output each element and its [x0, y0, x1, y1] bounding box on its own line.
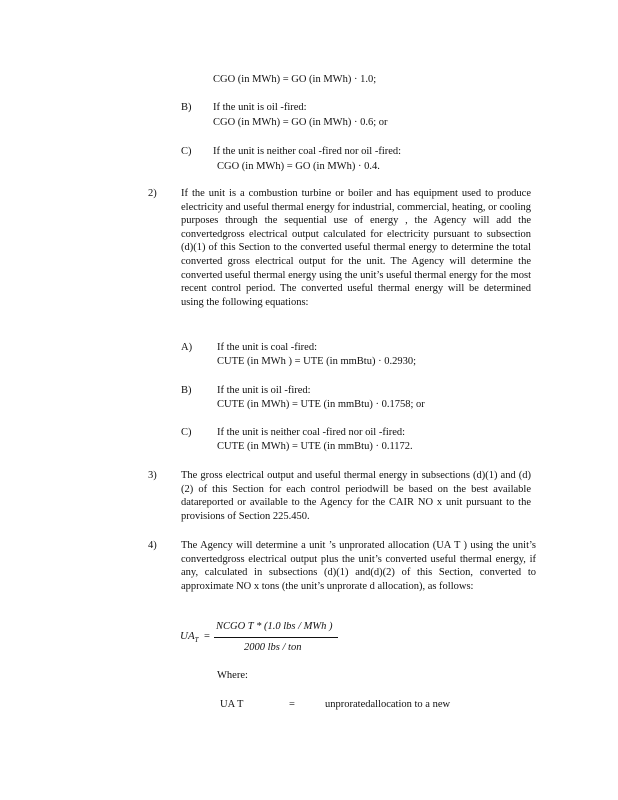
- where-definition: unproratedallocation to a new: [325, 699, 451, 710]
- s1-b-text: If the unit is oil -fired:: [213, 102, 307, 113]
- s2-b-equation: CUTE (in MWh) = UTE (in mmBtu) · 0.1758; or: [217, 399, 425, 410]
- s2-number: 2): [148, 188, 157, 199]
- where-term: UA T: [220, 699, 244, 710]
- formula-denominator: 2000 lbs / ton: [244, 642, 302, 653]
- s2-a-equation: CUTE (in MWh ) = UTE (in mmBtu) · 0.2930;: [217, 356, 416, 367]
- formula-equals: =: [204, 631, 210, 642]
- fraction-bar: [214, 637, 338, 638]
- s1-b-equation: CGO (in MWh) = GO (in MWh) · 0.6; or: [213, 117, 388, 128]
- s2-a-label: A): [181, 342, 193, 353]
- s1-c-text: If the unit is neither coal -fired nor oil -fired:: [213, 146, 402, 157]
- s3-paragraph: The gross electrical output and useful thermal energy in subsections (d)(1) and (d)(2) of this Section for each control periodwill be based on the best available datareported or available to the Agency for the CAIR NO x unit pursuant to the provisions of Section 225.450.: [181, 470, 531, 522]
- s2-c-equation: CUTE (in MWh) = UTE (in mmBtu) · 0.1172.: [217, 441, 413, 452]
- formula-lhs: $UA_T$: [180, 630, 199, 645]
- s2-paragraph: If the unit is a combustion turbine or boiler and has equipment used to produce electricity and useful thermal energy for industrial, commercial, heating, or cooling purposes through the sequential use of energy , the Agency will add the convertedgross electrical output calculated for electricity pursuant to subsection (d)(1) of this Section to the converted useful thermal energy to determine the total converted gross electrical output for the unit. The Agency will determine the converted useful thermal energy using the unit’s useful thermal energy for the most recent control period. The converted useful thermal energy will be determined using the following equations:: [181, 188, 531, 308]
- s1-c-label: C): [181, 146, 192, 157]
- s4-paragraph: The Agency will determine a unit ’s unprorated allocation (UA T ) using the unit’s convertedgross electrical output plus the unit’s converted useful thermal energy, if any, calculated in subsections (d)(1) and(d)(2) of this Section, converted to approximate NO x tons (the unit’s unprorate d allocation), as follows:: [181, 540, 536, 592]
- s2-c-label: C): [181, 427, 192, 438]
- s2-b-label: B): [181, 385, 192, 396]
- where-equals: =: [289, 699, 295, 710]
- formula-lhs-subscript: T: [194, 636, 199, 645]
- s4-number: 4): [148, 540, 157, 551]
- s2-c-text: If the unit is neither coal -fired nor oil -fired:: [217, 427, 406, 438]
- where-label: Where:: [217, 670, 248, 681]
- s1-a-equation: CGO (in MWh) = GO (in MWh) · 1.0;: [213, 74, 377, 85]
- s2-b-text: If the unit is oil -fired:: [217, 385, 311, 396]
- formula-numerator: NCGO T * (1.0 lbs / MWh ): [216, 621, 333, 632]
- s2-a-text: If the unit is coal -fired:: [217, 342, 318, 353]
- s3-number: 3): [148, 470, 157, 481]
- s1-b-label: B): [181, 102, 192, 113]
- s1-c-equation: CGO (in MWh) = GO (in MWh) · 0.4.: [217, 161, 380, 172]
